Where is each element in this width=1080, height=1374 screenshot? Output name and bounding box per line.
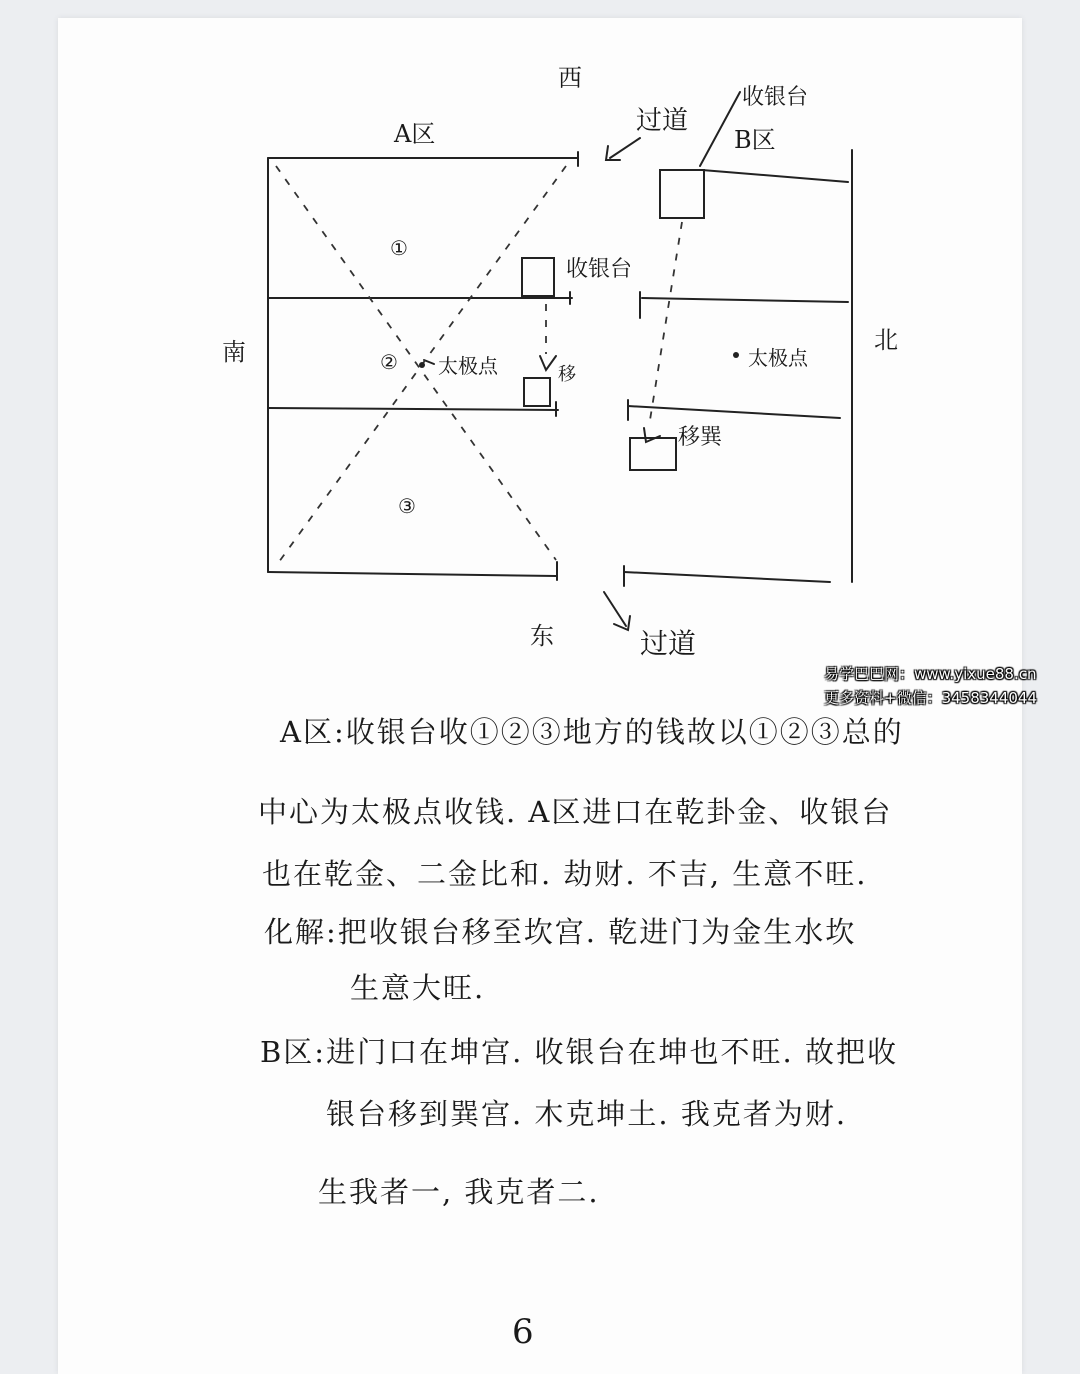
zone-a-title: A区 bbox=[394, 120, 436, 148]
zone-b-top-wall bbox=[702, 170, 848, 182]
zone-b-move-label: 移巽 bbox=[678, 425, 723, 450]
compass-south: 南 bbox=[222, 338, 246, 366]
sub-area-3: ③ bbox=[398, 494, 416, 518]
page-number: 6 bbox=[512, 1312, 534, 1352]
watermark-line-1: 易学巴巴网：www.yixue88.cn bbox=[824, 665, 1037, 683]
note-line-5: 生意大旺. bbox=[350, 971, 486, 1005]
note-line-4: 化解:把收银台移至坎宫. 乾进门为金生水坎 bbox=[264, 915, 857, 949]
note-line-3: 也在乾金、二金比和. 劫财. 不吉, 生意不旺. bbox=[262, 857, 868, 891]
note-line-1: A区:收银台收①②③地方的钱故以①②③总的 bbox=[280, 715, 904, 749]
note-line-7: 银台移到巽宫. 木克坤土. 我克者为财. bbox=[326, 1097, 848, 1131]
passage-bottom-arrow bbox=[604, 592, 626, 626]
zone-b-cashier-label: 收银台 bbox=[742, 85, 809, 110]
zone-a-cashier-label: 收银台 bbox=[566, 257, 633, 282]
compass-east: 东 bbox=[530, 622, 554, 650]
zone-a-divider-2 bbox=[268, 408, 558, 410]
zone-b-taiji-label: 太极点 bbox=[748, 346, 808, 370]
note-line-6: B区:进门口在坤宫. 收银台在坤也不旺. 故把收 bbox=[260, 1035, 898, 1069]
compass-west: 西 bbox=[558, 64, 582, 92]
zone-b-taiji-dot bbox=[733, 352, 739, 358]
zone-a-taiji-dot bbox=[419, 362, 425, 368]
compass-north: 北 bbox=[874, 326, 898, 354]
note-line-8: 生我者一, 我克者二. bbox=[318, 1175, 600, 1209]
zone-b-moved-cashier-box bbox=[630, 438, 676, 470]
zone-b-cashier-box bbox=[660, 170, 704, 218]
watermark bbox=[824, 662, 1037, 710]
passage-top-label: 过道 bbox=[636, 106, 689, 136]
zone-b-title: B区 bbox=[734, 126, 776, 154]
zone-b-divider-2 bbox=[628, 406, 840, 418]
watermark-line-2: 更多资料+微信：3458344044 bbox=[824, 689, 1038, 707]
zone-a-moved-cashier-box bbox=[524, 378, 550, 406]
zone-a-taiji-label: 太极点 bbox=[438, 354, 498, 378]
sub-area-1: ① bbox=[390, 236, 408, 260]
zone-a-diagonal-1 bbox=[276, 166, 556, 560]
sub-area-2: ② bbox=[380, 350, 398, 374]
note-line-2: 中心为太极点收钱. A区进口在乾卦金、收银台 bbox=[258, 795, 893, 829]
passage-bottom-label: 过道 bbox=[640, 627, 697, 660]
zone-b-bottom-wall bbox=[624, 572, 830, 582]
zone-b-divider-1 bbox=[642, 298, 848, 302]
zone-a-move-label: 移 bbox=[558, 364, 576, 385]
zone-a-cashier-box bbox=[522, 258, 554, 296]
passage-top-arrow bbox=[610, 138, 640, 158]
zone-a-bottom-wall bbox=[268, 572, 556, 576]
